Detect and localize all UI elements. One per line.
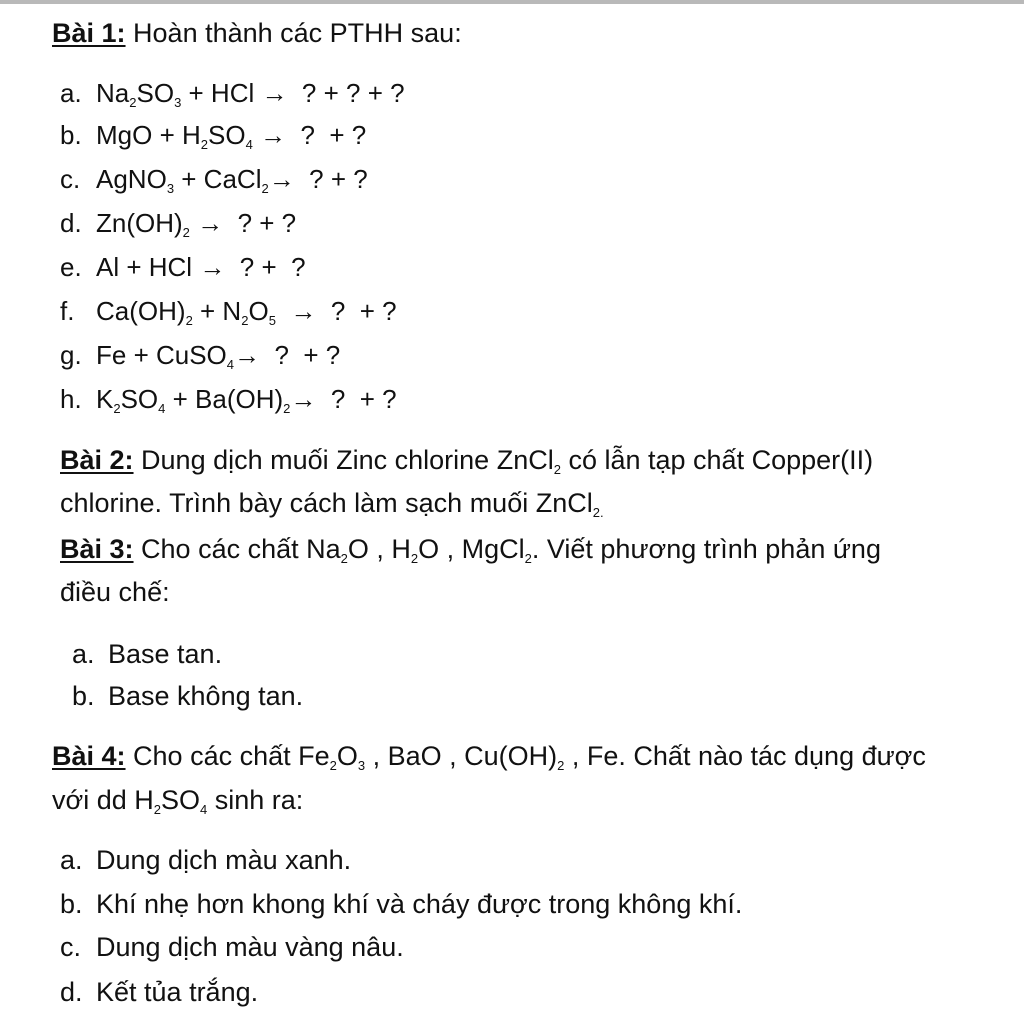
item-label: a. [72, 639, 95, 669]
eq-sub: 5 [268, 313, 276, 328]
eq-text: ? + ? [260, 340, 341, 370]
sub: 2 [524, 551, 532, 566]
eq-text: ? + ? [316, 384, 397, 414]
top-border [0, 0, 1024, 4]
text: sinh ra: [207, 785, 304, 815]
eq-sub: 2 [113, 401, 121, 416]
text: với dd H [52, 785, 154, 815]
eq-text: SO [136, 78, 175, 108]
eq-g [60, 338, 340, 372]
bai4-line1 [52, 739, 926, 773]
eq-sub: 2 [129, 95, 137, 110]
item-label: h. [60, 384, 82, 414]
item-text: Dung dịch màu vàng nâu. [96, 932, 404, 962]
eq-text: Zn(OH) [96, 208, 183, 238]
eq-sub: 2 [200, 137, 208, 152]
sub: 3 [357, 758, 366, 773]
bai2-heading: Bài 2: [60, 445, 134, 475]
arrow-icon: → [197, 208, 224, 238]
text: , Fe. Chất nào tác dụng được [564, 741, 926, 771]
text: , BaO , Cu(OH) [365, 741, 558, 771]
eq-text: MgO + H [96, 120, 201, 150]
eq-text: + HCl [181, 78, 262, 108]
arrow-icon: → [261, 78, 288, 108]
eq-text: O [248, 296, 269, 326]
bai3-line2: điều chế: [60, 577, 170, 607]
eq-d [60, 206, 296, 240]
eq-sub: 2 [185, 313, 193, 328]
text: có lẫn tạp chất Copper(II) [560, 445, 874, 475]
bai1-title [52, 16, 462, 50]
item-text: Base không tan. [108, 681, 304, 711]
item-text: Kết tủa trắng. [96, 977, 259, 1007]
eq-text: Na [96, 78, 130, 108]
eq-e [60, 250, 306, 284]
eq-text: ? + ? [223, 208, 297, 238]
bai2-line2 [60, 486, 604, 520]
eq-text [276, 296, 290, 326]
eq-a [60, 76, 405, 110]
eq-sub: 3 [174, 95, 182, 110]
eq-sub: 2 [261, 181, 269, 196]
bai3-heading: Bài 3: [60, 534, 134, 564]
arrow-icon: → [290, 296, 317, 326]
bai1-text: Hoàn thành các PTHH sau: [125, 18, 462, 48]
sub: 2 [553, 462, 561, 477]
item-label: d. [60, 208, 82, 238]
bai2-line1 [60, 443, 873, 477]
item-label: f. [60, 296, 75, 326]
eq-sub: 4 [158, 401, 166, 416]
eq-text: ? + ? [286, 120, 367, 150]
item-text: Dung dịch màu xanh. [96, 845, 352, 875]
bai3-item-a [72, 637, 222, 671]
text: O [336, 741, 358, 771]
eq-c [60, 162, 368, 196]
eq-text: Al + HCl [96, 252, 200, 282]
text: O , H [347, 534, 411, 564]
eq-text: ? + ? [316, 296, 397, 326]
eq-sub: 3 [166, 181, 175, 196]
eq-text: ? + ? + ? [287, 78, 405, 108]
item-label: b. [60, 889, 83, 919]
eq-text: ? + ? [294, 164, 368, 194]
text: Dung dịch muối Zinc chlorine ZnCl [133, 445, 554, 475]
eq-sub: 4 [245, 137, 253, 152]
bai4-item-c [60, 930, 404, 964]
eq-text: Ca(OH) [96, 296, 186, 326]
eq-text: SO [207, 120, 246, 150]
item-label: c. [60, 164, 81, 194]
eq-text [253, 120, 260, 150]
text: Cho các chất Fe [125, 741, 330, 771]
item-text: Base tan. [108, 639, 223, 669]
sub: 2 [557, 758, 565, 773]
sub: 2 [340, 551, 348, 566]
arrow-icon: → [199, 252, 226, 282]
sub: 2. [592, 505, 604, 520]
item-label: a. [60, 78, 82, 108]
bai3-line1 [60, 532, 881, 566]
text: O , MgCl [418, 534, 525, 564]
arrow-icon: → [268, 164, 295, 194]
eq-text: SO [120, 384, 159, 414]
eq-h [60, 382, 397, 416]
arrow-icon: → [260, 120, 287, 150]
item-label: b. [60, 120, 82, 150]
arrow-icon: → [290, 384, 317, 414]
sub: 2 [153, 802, 161, 817]
bai1-heading: Bài 1: [52, 18, 126, 48]
sub: 2 [410, 551, 419, 566]
text: SO [160, 785, 200, 815]
eq-sub: 2 [283, 401, 291, 416]
text: chlorine. Trình bày cách làm sạch muối ZnCl [60, 488, 593, 518]
arrow-icon: → [234, 340, 261, 370]
item-label: b. [72, 681, 95, 711]
item-label: d. [60, 977, 83, 1007]
eq-sub: 4 [226, 357, 235, 372]
eq-text: Fe + CuSO [96, 340, 227, 370]
sub: 2 [329, 758, 337, 773]
eq-sub: 2 [241, 313, 249, 328]
eq-text: + N [192, 296, 242, 326]
item-label: g. [60, 340, 82, 370]
eq-sub: 2 [182, 225, 190, 240]
sub: 4 [200, 802, 208, 817]
text: . Viết phương trình phản ứng [531, 534, 881, 564]
eq-b [60, 118, 366, 152]
eq-text: + CaCl [174, 164, 262, 194]
bai4-item-b [60, 887, 742, 921]
item-label: a. [60, 845, 83, 875]
bai4-item-a [60, 843, 351, 877]
bai4-heading: Bài 4: [52, 741, 126, 771]
bai4-item-d [60, 975, 258, 1009]
eq-text: + Ba(OH) [165, 384, 284, 414]
item-label: e. [60, 252, 82, 282]
eq-f [60, 294, 397, 328]
bai4-line2 [52, 783, 303, 817]
item-text: Khí nhẹ hơn khong khí và cháy được trong không khí. [96, 889, 743, 919]
item-label: c. [60, 932, 82, 962]
text: Cho các chất Na [133, 534, 341, 564]
eq-text: AgNO [96, 164, 167, 194]
bai3-item-b [72, 679, 303, 713]
eq-text: ? + ? [225, 252, 306, 282]
eq-text: K [96, 384, 114, 414]
